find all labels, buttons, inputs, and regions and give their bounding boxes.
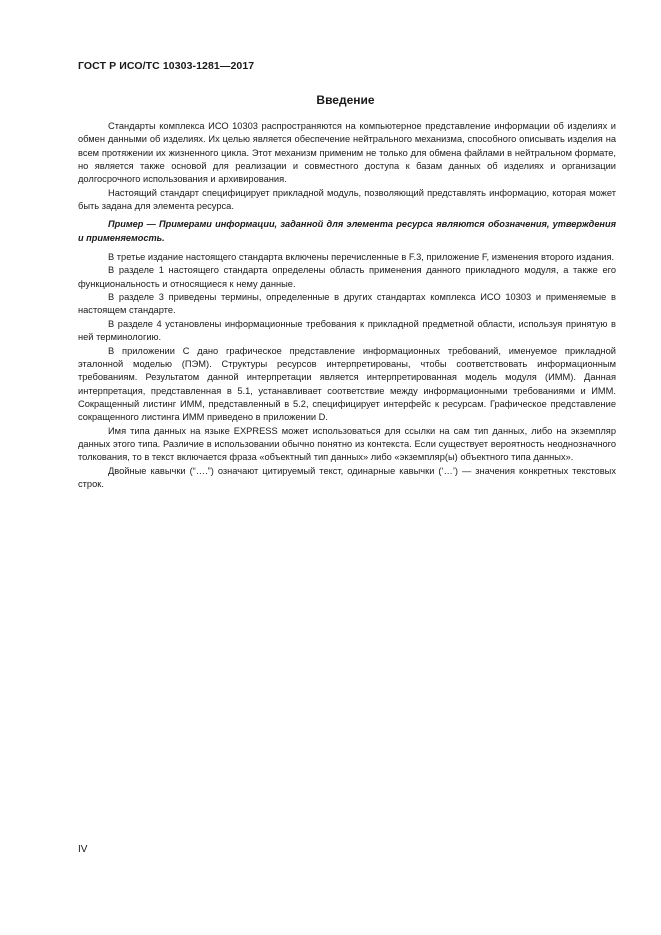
paragraph: В разделе 3 приведены термины, определенные в других стандартах комплекса ИСО 10303 и применяемые в настоящем стандарте. bbox=[78, 292, 616, 316]
paragraph: В третье издание настоящего стандарта включены перечисленные в F.3, приложение F, изменения второго издания. bbox=[108, 252, 615, 263]
page-number: IV bbox=[78, 844, 88, 855]
paragraph: Двойные кавычки (“….”) означают цитируемый текст, одинарные кавычки (‘…’) — значения конкретных текстовых строк. bbox=[78, 465, 616, 489]
document-body bbox=[78, 120, 616, 491]
paragraph: Настоящий стандарт специфицирует прикладной модуль, позволяющий представлять информацию, которая может быть задана для элемента ресурса. bbox=[78, 187, 616, 212]
paragraph: В разделе 1 настоящего стандарта определены область применения данного прикладного модуля, а также его функциональность и относящиеся к нему данные. bbox=[78, 265, 616, 289]
paragraph: Имя типа данных на языке EXPRESS может использоваться для ссылки на сам тип данных, либо на экземпляр данных этого типа. Различие в использовании обычно понятно из контекста. Если существует вероятность неоднозначного толкования, то в текст включается фраза «объектный тип данных» либо «экземпляр(ы) объектного типа данных». bbox=[78, 425, 616, 463]
document-code-header: ГОСТ Р ИСО/ТС 10303-1281—2017 bbox=[78, 60, 255, 72]
section-title: Введение bbox=[316, 93, 375, 107]
paragraph: В приложении С дано графическое представление информационных требований, именуемое прикладной эталонной моделью (ПЭМ). Структуры ресурсов интерпретированы, чтобы соответствовать информационным требованиям. Результатом данной интерпретации является интерпретированная модель модуля (ИММ). Данная интерпретация, представленная в 5.1, устанавливает соответствие между информационными требованиями и ИММ. Сокращенный листинг ИММ, представленный в 5.2, специфицирует интерфейс к ресурсам. Графическое представление сокращенного листинга ИММ приведено в приложении D. bbox=[78, 345, 616, 423]
example-note: Пример — Примерами информации, заданной для элемента ресурса являются обозначения, утверждения и применяемость. bbox=[78, 219, 616, 243]
paragraph: Стандарты комплекса ИСО 10303 распространяются на компьютерное представление информации об изделиях и обмен данными об изделиях. Их целью является обеспечение нейтрального механизма, способного описывать изделия на всем протяжении их жизненного цикла. Этот механизм применим не только для обмена файлами в нейтральном формате, но является также основой для реализации и совместного доступа к базам данных об изделиях и организации долгосрочного использования и архивирования. bbox=[78, 121, 616, 185]
paragraph: В разделе 4 установлены информационные требования к прикладной предметной области, используя принятую в ней терминологию. bbox=[78, 318, 616, 343]
